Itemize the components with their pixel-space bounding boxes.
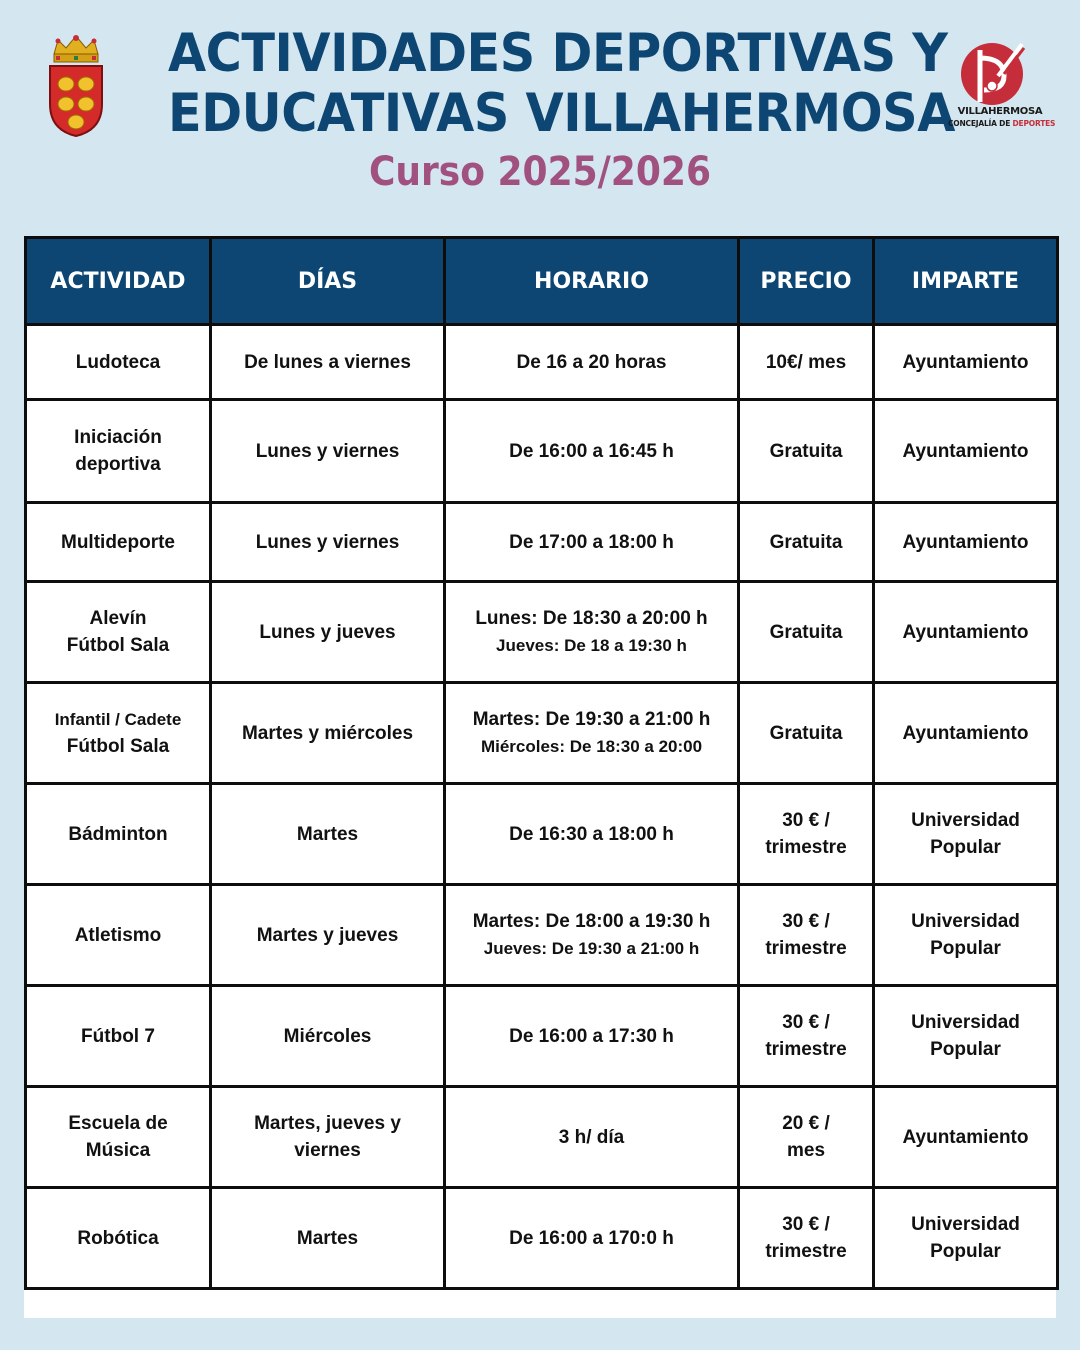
cell-dias-line: Miércoles xyxy=(283,1025,372,1047)
cell-imparte xyxy=(874,885,1058,986)
cell-dias-line: Martes y miércoles xyxy=(241,722,414,744)
cell-actividad xyxy=(26,1087,211,1188)
cell-actividad xyxy=(26,503,211,582)
cell-dias xyxy=(211,683,445,784)
course-subtitle: Curso 2025/2026 xyxy=(368,149,712,195)
cell-actividad xyxy=(26,1188,211,1289)
cell-imparte-line: Universidad xyxy=(911,911,1020,932)
cell-dias xyxy=(211,582,445,683)
cell-actividad xyxy=(26,325,211,400)
cell-imparte-line: Ayuntamiento xyxy=(902,1126,1029,1148)
cell-actividad-line: Fútbol Sala xyxy=(66,635,170,656)
column-header-actividad: ACTIVIDAD xyxy=(26,238,211,325)
table-row xyxy=(26,325,1058,400)
cell-actividad xyxy=(26,986,211,1087)
cell-actividad-line: Infantil / Cadete xyxy=(54,710,182,729)
cell-actividad-line: Fútbol 7 xyxy=(81,1025,155,1047)
cell-imparte-line: Universidad xyxy=(911,810,1020,831)
cell-dias-line: De lunes a viernes xyxy=(244,351,411,373)
cell-horario-line: Jueves: De 18 a 19:30 h xyxy=(496,636,687,655)
cell-precio-line: trimestre xyxy=(765,1241,847,1262)
page-title xyxy=(168,23,955,144)
table-row xyxy=(26,986,1058,1087)
villahermosa-sports-logo xyxy=(948,36,1056,136)
cell-precio-line: trimestre xyxy=(765,1039,847,1060)
villahermosa-sports-logo-icon xyxy=(948,36,1052,106)
cell-imparte xyxy=(874,325,1058,400)
table-row xyxy=(26,503,1058,582)
cell-actividad-line: Atletismo xyxy=(74,924,162,946)
cell-dias-line: Lunes y jueves xyxy=(259,621,396,643)
activities-table-container xyxy=(24,236,1056,1318)
cell-dias-line: Lunes y viernes xyxy=(255,440,400,462)
cell-horario xyxy=(445,784,739,885)
cell-actividad-line: Fútbol Sala xyxy=(66,736,170,757)
cell-horario-line: De 17:00 a 18:00 h xyxy=(509,531,674,553)
cell-actividad-line: Iniciación xyxy=(74,427,162,448)
cell-imparte xyxy=(874,503,1058,582)
cell-imparte xyxy=(874,582,1058,683)
brand-sub-text: CONCEJALÍA DE xyxy=(948,119,1013,128)
activities-table xyxy=(24,236,1059,1290)
cell-imparte xyxy=(874,1188,1058,1289)
cell-actividad xyxy=(26,582,211,683)
cell-precio xyxy=(739,986,874,1087)
coat-of-arms-icon xyxy=(44,34,108,138)
cell-imparte xyxy=(874,986,1058,1087)
cell-imparte-line: Ayuntamiento xyxy=(902,440,1029,462)
cell-precio-line: mes xyxy=(786,1140,826,1161)
cell-precio xyxy=(739,503,874,582)
cell-actividad-line: deportiva xyxy=(75,454,161,475)
brand-name: VILLAHERMOSA xyxy=(957,106,1043,117)
cell-precio xyxy=(739,400,874,503)
table-row xyxy=(26,582,1058,683)
page-header xyxy=(0,0,1080,230)
cell-actividad xyxy=(26,885,211,986)
cell-imparte xyxy=(874,784,1058,885)
cell-horario xyxy=(445,986,739,1087)
cell-horario-line: 3 h/ día xyxy=(558,1126,625,1148)
cell-horario-line: Martes: De 19:30 a 21:00 h xyxy=(472,709,711,730)
cell-horario-line: De 16:00 a 170:0 h xyxy=(509,1227,674,1249)
cell-precio-line: 30 € / xyxy=(782,911,830,932)
cell-actividad-line: Alevín xyxy=(89,608,147,629)
brand-subtitle xyxy=(948,119,1056,128)
cell-horario xyxy=(445,1188,739,1289)
cell-imparte-line: Popular xyxy=(930,837,1001,858)
cell-dias xyxy=(211,784,445,885)
table-header-row xyxy=(26,238,1058,325)
table-row xyxy=(26,683,1058,784)
cell-horario xyxy=(445,1087,739,1188)
table-row xyxy=(26,885,1058,986)
cell-precio-line: 30 € / xyxy=(782,1012,830,1033)
cell-precio-line: 30 € / xyxy=(782,810,830,831)
cell-horario xyxy=(445,683,739,784)
cell-horario xyxy=(445,885,739,986)
cell-actividad xyxy=(26,784,211,885)
cell-dias-line: Martes y jueves xyxy=(256,924,399,946)
cell-horario xyxy=(445,400,739,503)
cell-dias-line: viernes xyxy=(294,1140,361,1161)
cell-imparte-line: Popular xyxy=(930,1039,1001,1060)
cell-precio-line: trimestre xyxy=(765,938,847,959)
cell-horario-line: Martes: De 18:00 a 19:30 h xyxy=(472,911,711,932)
table-row xyxy=(26,1087,1058,1188)
cell-actividad-line: Música xyxy=(85,1140,151,1161)
cell-actividad-line: Escuela de xyxy=(68,1113,168,1134)
cell-horario-line: De 16 a 20 horas xyxy=(516,351,667,373)
cell-imparte-line: Universidad xyxy=(911,1012,1020,1033)
cell-precio xyxy=(739,1188,874,1289)
cell-precio xyxy=(739,325,874,400)
cell-imparte-line: Ayuntamiento xyxy=(902,722,1029,744)
cell-imparte-line: Universidad xyxy=(911,1214,1020,1235)
table-row xyxy=(26,784,1058,885)
table-body xyxy=(26,325,1058,1289)
cell-actividad-line: Bádminton xyxy=(68,823,168,845)
cell-imparte-line: Ayuntamiento xyxy=(902,351,1029,373)
cell-dias xyxy=(211,400,445,503)
title-line-1: ACTIVIDADES DEPORTIVAS Y xyxy=(168,23,948,84)
table-row xyxy=(26,1188,1058,1289)
cell-actividad-line: Ludoteca xyxy=(75,351,161,373)
cell-actividad xyxy=(26,400,211,503)
cell-precio-line: 20 € / xyxy=(782,1113,830,1134)
cell-dias-line: Lunes y viernes xyxy=(255,531,400,553)
column-header-horario: HORARIO xyxy=(445,238,739,325)
cell-actividad-line: Robótica xyxy=(77,1227,159,1249)
cell-precio xyxy=(739,683,874,784)
cell-precio-line: trimestre xyxy=(765,837,847,858)
cell-horario xyxy=(445,582,739,683)
cell-dias-line: Martes xyxy=(296,1227,359,1249)
cell-precio-line: Gratuita xyxy=(769,621,843,643)
cell-dias xyxy=(211,1087,445,1188)
column-header-imparte: IMPARTE xyxy=(874,238,1058,325)
cell-horario xyxy=(445,503,739,582)
cell-imparte xyxy=(874,400,1058,503)
cell-precio-line: Gratuita xyxy=(769,531,843,553)
cell-precio-line: Gratuita xyxy=(769,440,843,462)
brand-sub-highlight: DEPORTES xyxy=(1012,119,1056,128)
cell-horario-line: Miércoles: De 18:30 a 20:00 xyxy=(480,737,703,756)
cell-dias xyxy=(211,1188,445,1289)
cell-dias-line: Martes, jueves y xyxy=(254,1113,401,1134)
cell-horario-line: De 16:00 a 17:30 h xyxy=(509,1025,674,1047)
cell-horario-line: Jueves: De 19:30 a 21:00 h xyxy=(483,939,700,958)
cell-imparte xyxy=(874,1087,1058,1188)
cell-horario xyxy=(445,325,739,400)
cell-dias xyxy=(211,986,445,1087)
column-header-precio: PRECIO xyxy=(739,238,874,325)
cell-precio xyxy=(739,784,874,885)
cell-imparte-line: Popular xyxy=(930,1241,1001,1262)
title-line-2: EDUCATIVAS VILLAHERMOSA xyxy=(168,83,955,144)
cell-dias xyxy=(211,325,445,400)
cell-dias xyxy=(211,503,445,582)
cell-imparte-line: Ayuntamiento xyxy=(902,531,1029,553)
cell-precio-line: Gratuita xyxy=(769,722,843,744)
cell-dias xyxy=(211,885,445,986)
cell-imparte-line: Ayuntamiento xyxy=(902,621,1029,643)
table-row xyxy=(26,400,1058,503)
cell-precio-line: 10€/ mes xyxy=(765,351,847,373)
cell-precio-line: 30 € / xyxy=(782,1214,830,1235)
cell-horario-line: De 16:30 a 18:00 h xyxy=(509,823,674,845)
cell-imparte xyxy=(874,683,1058,784)
cell-imparte-line: Popular xyxy=(930,938,1001,959)
cell-actividad xyxy=(26,683,211,784)
column-header-dias: DÍAS xyxy=(211,238,445,325)
cell-actividad-line: Multideporte xyxy=(61,531,175,553)
cell-dias-line: Martes xyxy=(296,823,359,845)
cell-precio xyxy=(739,1087,874,1188)
cell-precio xyxy=(739,885,874,986)
cell-horario-line: Lunes: De 18:30 a 20:00 h xyxy=(475,608,708,629)
cell-horario-line: De 16:00 a 16:45 h xyxy=(509,440,674,462)
cell-precio xyxy=(739,582,874,683)
